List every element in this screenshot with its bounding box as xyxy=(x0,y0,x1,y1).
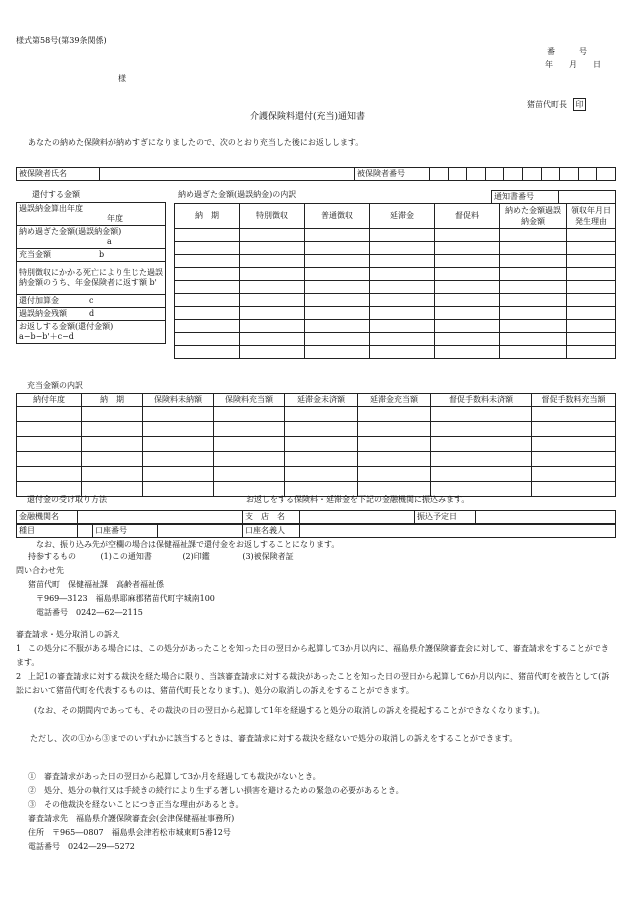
account-holder-cell xyxy=(300,525,616,538)
receipt-heading: 還付金の受け取り方法 xyxy=(27,495,107,504)
item-insurance-card: (3)被保険者証 xyxy=(242,552,294,561)
document-number: 番 号 xyxy=(547,47,587,56)
condition-3: ③ その他裁決を経ないことにつき正当な理由があるとき。 xyxy=(28,800,244,809)
appropriation-table xyxy=(16,393,616,497)
appeal-destination-address: 住所 〒965―0807 福島県会津若松市城東町5番12号 xyxy=(28,828,231,837)
appeal-destination: 審査請求先 福島県介護保険審査会(会津保健福祉事務所) xyxy=(28,814,235,823)
form-number: 様式第58号(第39条関係) xyxy=(16,36,107,45)
refund-row: 充当金額 b xyxy=(17,249,166,262)
refund-table xyxy=(16,202,166,344)
appropriation-col-header: 納付年度 xyxy=(17,394,82,407)
refund-heading: 還付する金額 xyxy=(32,190,80,199)
contact-address: 〒969―3123 福島県耶麻郡猪苗代町字城南100 xyxy=(36,594,215,603)
bank-name-cell xyxy=(78,511,243,524)
account-holder-label: 口座名義人 xyxy=(243,525,300,538)
insured-name-label: 被保険者氏名 xyxy=(17,168,100,181)
insured-number-digit xyxy=(448,168,467,181)
appropriation-col-header: 納 期 xyxy=(82,394,143,407)
items-label: 持参するもの xyxy=(28,552,76,561)
contact-heading: 問い合わせ先 xyxy=(16,566,64,575)
branch-cell xyxy=(300,511,415,524)
appropriation-col-header: 督促手数料未済額 xyxy=(431,394,532,407)
account-table xyxy=(16,524,616,538)
insured-number-digit xyxy=(467,168,486,181)
appeal-destination-phone: 電話番号 0242―29―5272 xyxy=(28,842,135,851)
appropriation-col-header: 保険料未納額 xyxy=(143,394,214,407)
refund-row: 特別徴収にかかる死亡により生じた過誤納金額のうち、年金保険者に返す額 b' xyxy=(17,262,166,295)
appeal-heading: 審査請求・処分取消しの訴え xyxy=(16,630,120,639)
overpaid-col-header: 特別徴収 xyxy=(240,204,305,229)
overpaid-col-header: 領収年月日発生理由 xyxy=(567,204,616,229)
schedule-label: 振込予定日 xyxy=(415,511,476,524)
blank-note: なお、振り込み先が空欄の場合は保健福祉課で還付金をお返しすることになります。 xyxy=(36,540,340,549)
insured-number-digit xyxy=(578,168,597,181)
appropriation-col-header: 保険料充当額 xyxy=(214,394,285,407)
refund-row: 過誤納金算出年度 年度 xyxy=(17,203,166,226)
overpaid-col-header: 納 期 xyxy=(175,204,240,229)
items-to-bring xyxy=(28,552,294,562)
refund-row: 過誤納金残額 d xyxy=(17,308,166,321)
addressee-honorific: 様 xyxy=(118,74,126,83)
notice-number-label: 通知書番号 xyxy=(492,191,559,204)
insured-number-label: 被保険者番号 xyxy=(355,168,430,181)
appropriation-col-header: 延滞金充当額 xyxy=(358,394,431,407)
item-notice: (1)この通知書 xyxy=(100,552,152,561)
intro-text: あなたの納めた保険料が納めすぎになりましたので、次のとおり充当した後にお返しします。 xyxy=(28,138,364,147)
account-number-label: 口座番号 xyxy=(93,525,158,538)
insured-number-digit xyxy=(522,168,541,181)
insured-number-digit xyxy=(597,168,616,181)
overpaid-col-header: 納めた金額過誤納金額 xyxy=(500,204,567,229)
issuer-name: 猪苗代町長 xyxy=(527,100,567,109)
contact-phone: 電話番号 0242―62―2115 xyxy=(36,608,143,617)
appropriation-col-header: 督促手数料充当額 xyxy=(532,394,616,407)
overpaid-heading: 納め過ぎた金額(過誤納金)の内訳 xyxy=(178,190,297,199)
schedule-cell xyxy=(476,511,616,524)
insured-number-digit xyxy=(504,168,523,181)
insured-number-digit xyxy=(485,168,504,181)
item-seal: (2)印鑑 xyxy=(182,552,210,561)
refund-row: 還付加算金 c xyxy=(17,295,166,308)
account-number-cell xyxy=(158,525,243,538)
appeal-paragraph-3: (なお、その期間内であっても、その裁決の日の翌日から起算して1年を経過すると処分の取消しの訴えを提起することができなくなります。)。 xyxy=(34,706,545,715)
condition-1: ① 審査請求があった日の翌日から起算して3か月を経過しても裁決がないとき。 xyxy=(28,772,321,781)
account-type-label: 種目 xyxy=(17,525,78,538)
contact-dept: 猪苗代町 保健福祉課 高齢者福祉係 xyxy=(28,580,164,589)
overpaid-col-header: 普通徴収 xyxy=(305,204,370,229)
issuer xyxy=(527,98,586,111)
refund-row: 納め過ぎた金額(過誤納金額) a xyxy=(17,226,166,249)
refund-row: お返しする金額(還付金額) a−b−b'＋c−d xyxy=(17,321,166,344)
bank-name-label: 金融機関名 xyxy=(17,511,78,524)
notice-number-table xyxy=(491,190,616,204)
condition-2: ② 処分、処分の執行又は手続きの続行により生ずる著しい損害を避けるための緊急の必要があるとき。 xyxy=(28,786,404,795)
transfer-note: お返しをする保険料・延滞金を下記の金融機関に振込みます。 xyxy=(246,495,470,504)
document-title: 介護保険料還付(充当)通知書 xyxy=(250,112,366,122)
appropriation-col-header: 延滞金未済額 xyxy=(285,394,358,407)
insured-number-digit xyxy=(541,168,560,181)
issue-date: 年 月 日 xyxy=(545,60,601,69)
insured-number-digit xyxy=(430,168,449,181)
account-type-cell xyxy=(78,525,93,538)
appeal-paragraph-4: ただし、次の①から③までのいずれかに該当するときは、審査請求に対する裁決を経ないで処分の取消しの訴えをすることができます。 xyxy=(30,734,518,743)
notice-number-cell xyxy=(559,191,616,204)
seal-stamp: 印 xyxy=(573,98,586,111)
insured-number-digit xyxy=(560,168,579,181)
overpaid-col-header: 延滞金 xyxy=(370,204,435,229)
appeal-paragraph-1: 1 この処分に不服がある場合には、この処分があったことを知った日の翌日から起算して3か月以内に、福島県介護保険審査会に対して、審査請求をすることができます。 xyxy=(16,644,609,667)
overpaid-table xyxy=(174,203,616,359)
overpaid-col-header: 督促料 xyxy=(435,204,500,229)
insured-name-cell xyxy=(100,168,355,181)
insured-table xyxy=(16,167,616,181)
appropriation-heading: 充当金額の内訳 xyxy=(27,381,83,390)
bank-table xyxy=(16,510,616,524)
branch-label: 支 店 名 xyxy=(243,511,300,524)
appeal-paragraph-2: 2 上記1の審査請求に対する裁決を経た場合に限り、当該審査請求に対する裁決があったことを知った日の翌日から起算して6か月以内に、猪苗代町を被告として(訴訟において猪苗代町を代表するものは、猪苗代町長となります。)、処分の取消しの訴えをすることができます。 xyxy=(16,672,610,695)
